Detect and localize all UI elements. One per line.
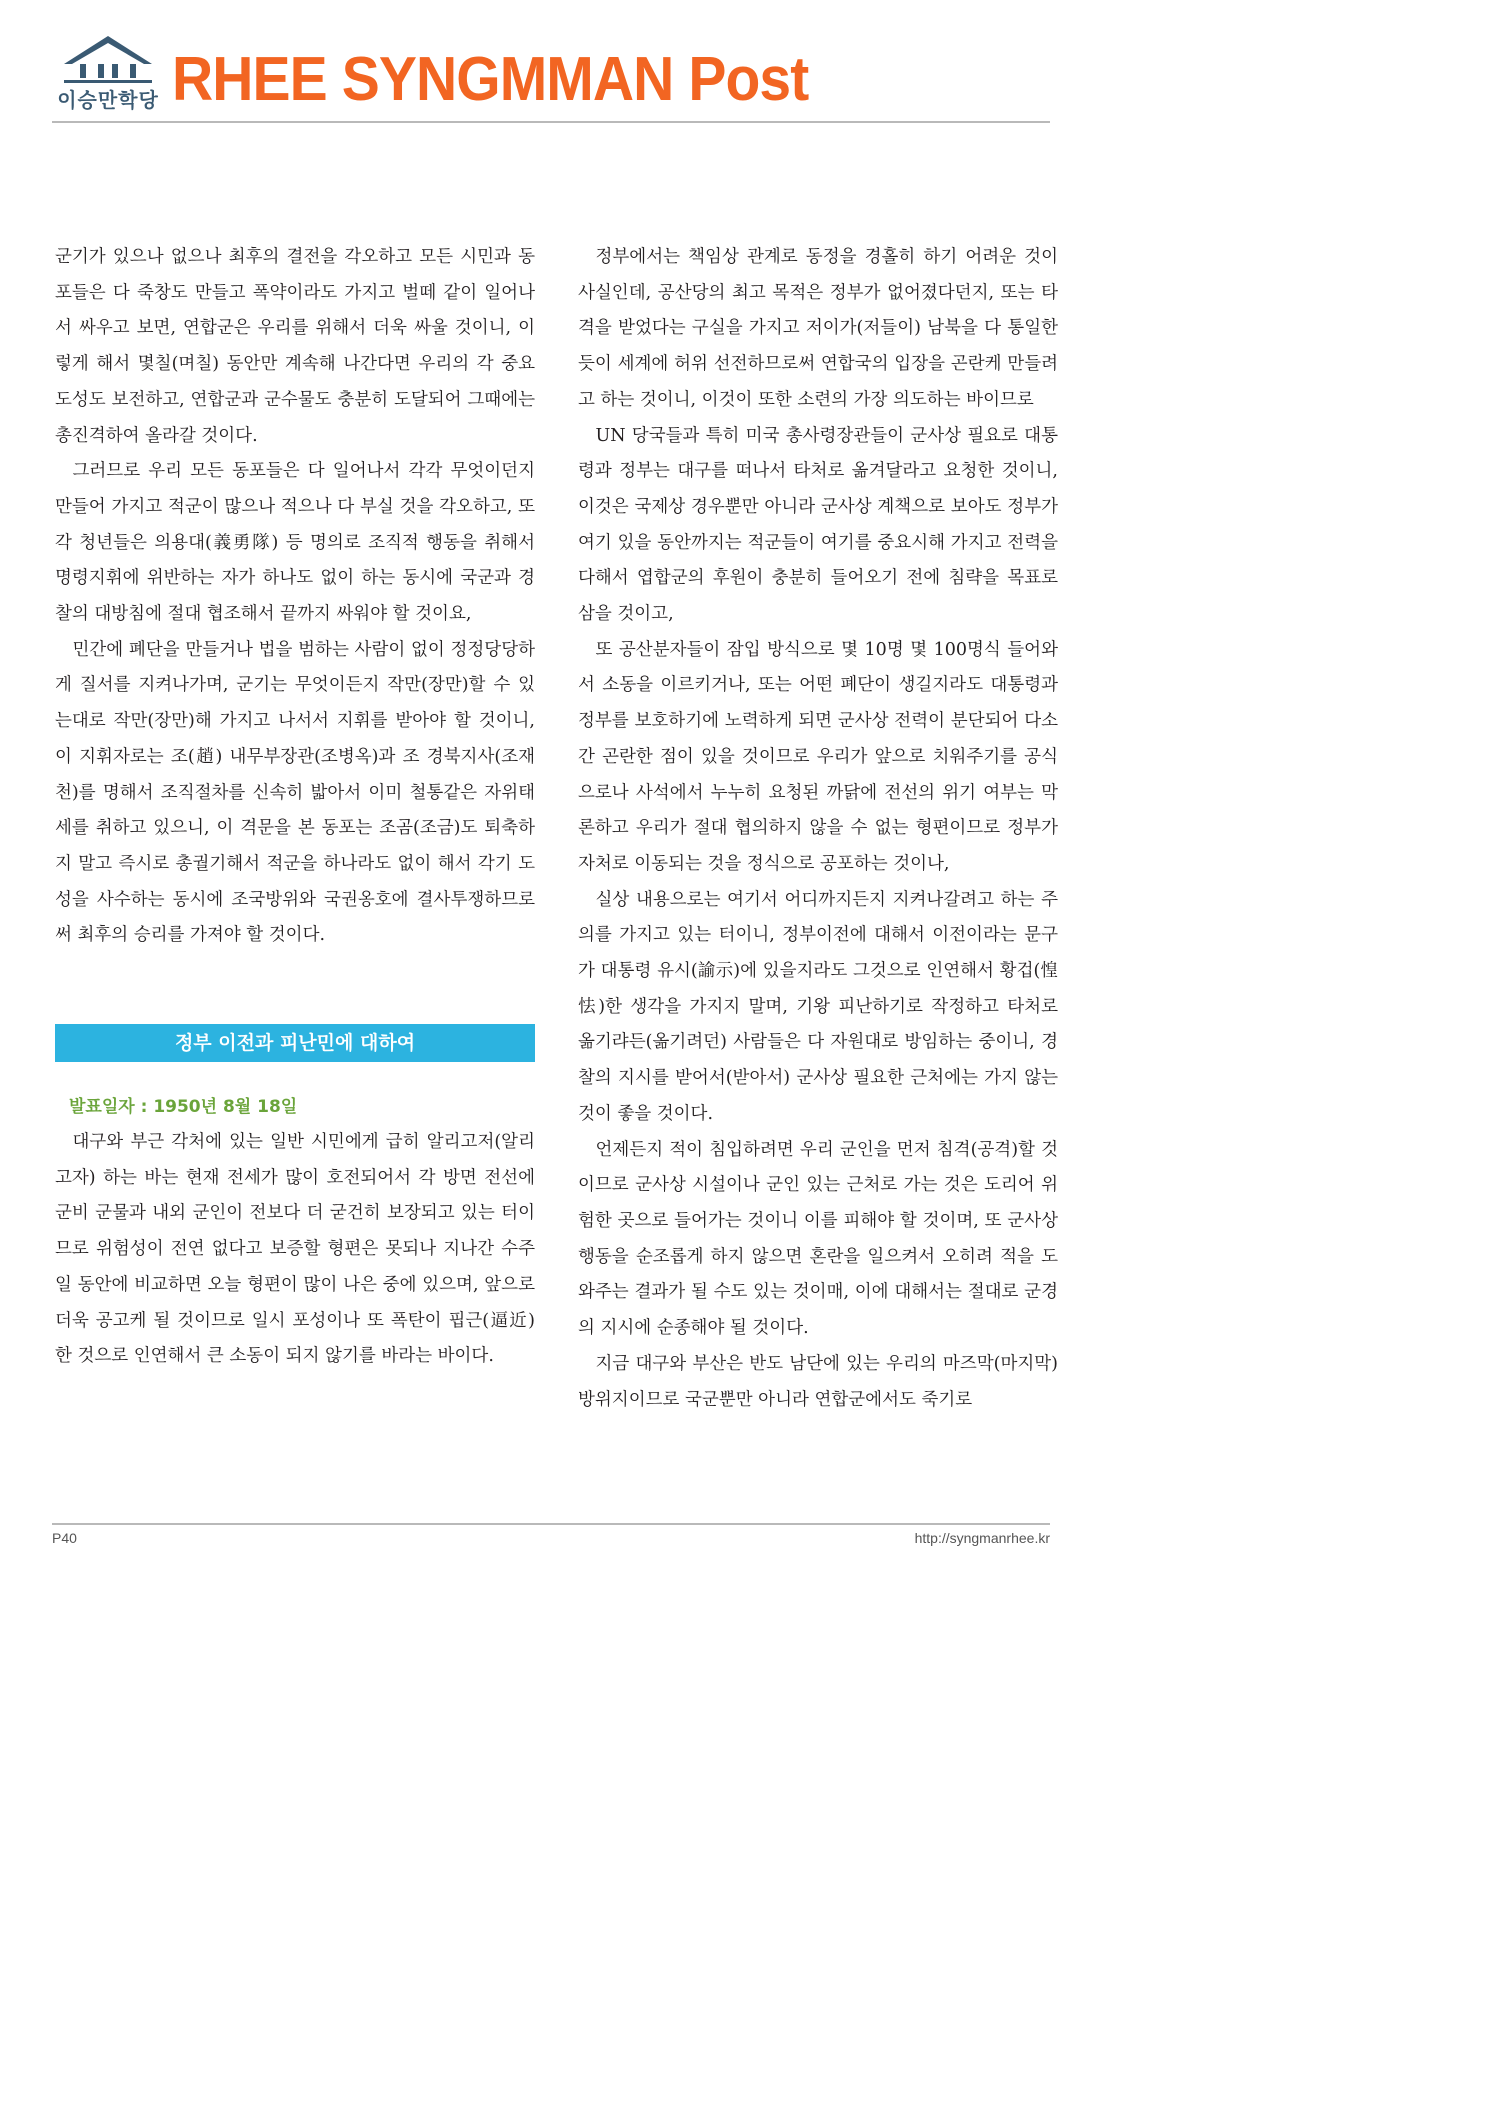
house-logo-icon [50, 34, 166, 86]
body-paragraph: 또 공산분자들이 잠입 방식으로 몇 10명 몇 100명식 들어와서 소동을 이르키거나, 또는 어떤 폐단이 생길지라도 대통령과 정부를 보호하기에 노력하게 되면 군사상 전력이 분단되어 다소간 곤란한 점이 있을 것이므로 우리가 앞으로 치워주기를 공식으로나 사석에서 누누히 요청된 까닭에 전선의 위기 여부는 막론하고 우리가 절대 협의하지 않을 수 없는 형편이므로 정부가 자처로 이동되는 것을 정식으로 공포하는 것이나, [578, 639, 1059, 874]
announcement-date: 발표일자 : 1950년 8월 18일 [69, 1097, 298, 1118]
page-number: P40 [52, 1530, 77, 1546]
publication-title: RHEE SYNGMMAN Post [172, 45, 809, 114]
footer-divider [52, 1523, 1050, 1525]
left-column [55, 240, 535, 1375]
body-paragraph: UN 당국들과 특히 미국 총사령장관들이 군사상 필요로 대통령과 정부는 대구를 떠나서 타처로 옮겨달라고 요청한 것이니, 이것은 국제상 경우뿐만 아니라 군사상 계책으로 보아도 정부가 여기 있을 동안까지는 적군들이 여기를 중요시해 가지고 전력을 다해서 엽합군의 후원이 충분히 들어오기 전에 침략을 목표로 삼을 것이고, [578, 425, 1058, 625]
logo [50, 34, 166, 114]
body-paragraph: 민간에 폐단을 만들거나 법을 범하는 사람이 없이 정정당당하게 질서를 지켜나가며, 군기는 무엇이든지 작만(장만)할 수 있는대로 작만(장만)해 가지고 나서서 지휘를 받아야 할 것이니, 이 지휘자로는 조(趙) 내무부장관(조병옥)과 조 경북지사(조재천)를 명해서 조직절차를 신속히 밟아서 이미 철통같은 자위태세를 취하고 있으니, 이 격문을 본 동포는 조곰(조금)도 퇴축하지 말고 즉시로 총궐기해서 적군을 하나라도 없이 해서 각기 도성을 사수하는 동시에 조국방위와 국권옹호에 결사투쟁하므로써 최후의 승리를 가져야 할 것이다. [55, 639, 535, 946]
body-paragraph: 정부에서는 책임상 관계로 동정을 경홀히 하기 어려운 것이 사실인데, 공산당의 최고 목적은 정부가 없어졌다던지, 또는 타격을 받었다는 구실을 가지고 저이가(저들이) 남북을 다 통일한 듯이 세계에 허위 선전하므로써 연합국의 입장을 곤란케 만들려고 하는 것이니, 이것이 또한 소련의 가장 의도하는 바이므로 [578, 247, 1058, 410]
right-column [578, 240, 1058, 1418]
header-divider [52, 121, 1050, 123]
body-paragraph: 실상 내용으로는 여기서 어디까지든지 지켜나갈려고 하는 주의를 가지고 있는 터이니, 정부이전에 대해서 이전이라는 문구가 대통령 유시(諭示)에 있을지라도 그것으로 인연해서 황겁(惶怯)한 생각을 가지지 말며, 기왕 피난하기로 작정하고 타처로 옮기랴든(옮기려던) 사람들은 다 자원대로 방임하는 중이니, 경찰의 지시를 받어서(받아서) 군사상 필요한 근처에는 가지 않는 것이 좋을 것이다. [578, 889, 1058, 1124]
body-paragraph: 대구와 부근 각처에 있는 일반 시민에게 급히 알리고저(알리고자) 하는 바는 현재 전세가 많이 호전되어서 각 방면 전선에 군비 군물과 내외 군인이 전보다 더 굳건히 보장되고 있는 터이므로 위험성이 전연 없다고 보증할 형편은 못되나 지나간 수주일 동안에 비교하면 오늘 형편이 많이 나은 중에 있으며, 앞으로 더욱 공고케 될 것이므로 일시 포성이나 또 폭탄이 핍근(逼近)한 것으로 인연해서 큰 소동이 되지 않기를 바라는 바이다. [55, 1132, 535, 1367]
website-link[interactable]: http://syngmanrhee.kr [914, 1530, 1050, 1546]
body-paragraph: 군기가 있으나 없으나 최후의 결전을 각오하고 모든 시민과 동포들은 다 죽창도 만들고 폭약이라도 가지고 벌떼 같이 일어나서 싸우고 보면, 연합군은 우리를 위해서 더욱 싸울 것이니, 이렇게 해서 몇칠(며칠) 동안만 계속해 나간다면 우리의 각 중요 도성도 보전하고, 연합군과 군수물도 충분히 도달되어 그때에는 총진격하여 올라갈 것이다. [55, 247, 535, 446]
body-paragraph: 언제든지 적이 침입하려면 우리 군인을 먼저 침격(공격)할 것이므로 군사상 시설이나 군인 있는 근처로 가는 것은 도리어 위험한 곳으로 들어가는 것이니 이를 피해야 할 것이며, 또 군사상 행동을 순조롭게 하지 않으면 혼란을 일으켜서 오히려 적을 도와주는 결과가 될 수도 있는 것이매, 이에 대해서는 절대로 군경의 지시에 순종해야 될 것이다. [578, 1139, 1058, 1339]
body-paragraph: 그러므로 우리 모든 동포들은 다 일어나서 각각 무엇이던지 만들어 가지고 적군이 많으나 적으나 다 부실 것을 각오하고, 또 각 청년들은 의용대(義勇隊) 등 명의로 조직적 행동을 취해서 명령지휘에 위반하는 자가 하나도 없이 하는 동시에 국군과 경찰의 대방침에 절대 협조해서 끝까지 싸워야 할 것이요, [55, 461, 535, 625]
body-paragraph: 지금 대구와 부산은 반도 남단에 있는 우리의 마즈막(마지막) 방위지이므로 국군뿐만 아니라 연합군에서도 죽기로 [578, 1353, 1058, 1410]
section-title-bar: 정부 이전과 피난민에 대하여 [55, 1024, 535, 1062]
logo-text: 이승만학당 [57, 88, 159, 112]
